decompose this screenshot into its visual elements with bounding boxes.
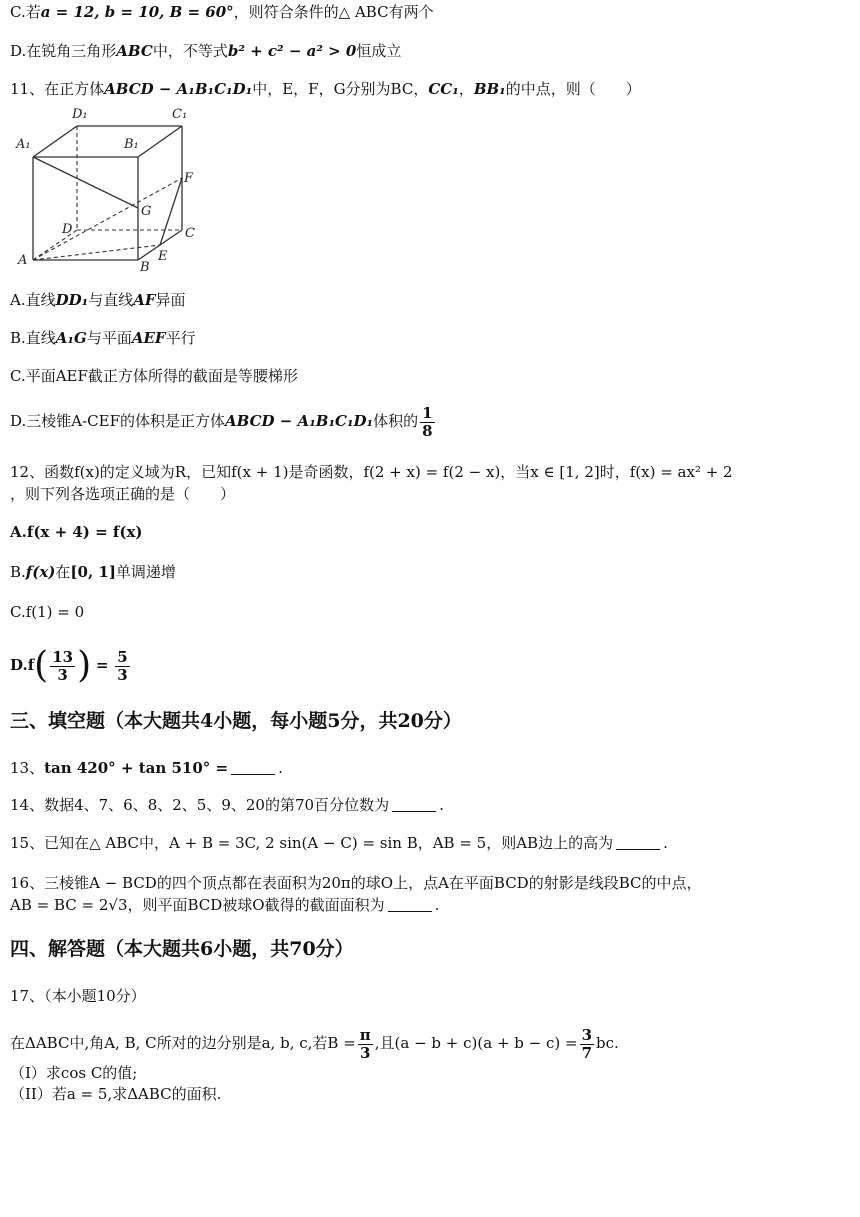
- q12-option-b-fx: f(x): [25, 563, 56, 581]
- q12-option-d-eq: =: [95, 656, 109, 674]
- q12-option-d-den1: 3: [57, 665, 68, 684]
- q11-stem: [10, 79, 641, 99]
- q12-option-b: [10, 562, 176, 582]
- q11-stem-pre: 在正方体: [44, 80, 105, 98]
- label-g: G: [141, 204, 152, 219]
- q11-option-b-line: A₁G: [55, 329, 87, 347]
- q17-stem-post: bc.: [596, 1034, 619, 1052]
- q11-stem-mid: 中，E，F，G分别为BC，: [252, 80, 429, 98]
- q10-option-c-expr: a = 12, b = 10, B = 60°: [40, 3, 234, 21]
- q12-option-c-text: C.f(1) = 0: [10, 603, 85, 621]
- edge-a1-d1: [33, 126, 77, 157]
- q12-option-d-lparen: (: [34, 645, 49, 686]
- q17-header: 17、（本小题10分）: [10, 987, 146, 1005]
- q11-option-b: [10, 328, 196, 348]
- q10-option-d-expr: b² + c² − a² > 0: [227, 42, 357, 60]
- q12-stem-line1: [10, 462, 733, 482]
- section-3-title: 三、填空题（本大题共4小题，每小题5分，共20分）: [10, 710, 462, 732]
- q14-text: 14、数据4、7、6、8、2、5、9、20的第70百分位数为: [10, 796, 390, 814]
- q11-number: 11、: [10, 80, 45, 98]
- q11-option-b-post: 平行: [165, 329, 196, 347]
- q15-post: .: [663, 834, 668, 852]
- label-b1: B₁: [124, 137, 139, 152]
- q10-option-d-post: 恒成立: [356, 42, 402, 60]
- q15: [10, 833, 668, 853]
- q16-answer-blank[interactable]: [388, 911, 432, 912]
- q14-post: .: [439, 796, 444, 814]
- q14: [10, 795, 444, 815]
- q11-option-a-pre: A.直线: [10, 291, 56, 309]
- q11-option-a-post: 异面: [155, 291, 186, 309]
- q11-cc1: CC₁: [428, 80, 459, 98]
- q15-text: 15、已知在△ ABC中，A + B = 3C, 2 sin(A − C) = sin B，AB = 5，则AB边上的高为: [10, 834, 614, 852]
- q17-d7: 7: [581, 1043, 593, 1062]
- q12-stem-line2: ，则下列各选项正确的是（ ）: [10, 485, 236, 503]
- label-c: C: [185, 226, 195, 241]
- q12-option-b-interval: [0, 1]: [70, 563, 116, 581]
- q11-option-d-num: 1: [422, 403, 433, 422]
- q12-option-d-num1: 13: [52, 647, 74, 666]
- q11-option-a-line1: DD₁: [55, 291, 89, 309]
- q11-option-d-post: 体积的: [373, 412, 419, 430]
- label-d: D: [62, 222, 73, 237]
- q12-option-b-post: 单调递增: [115, 563, 176, 581]
- label-a1: A₁: [16, 137, 31, 152]
- line-a1-g: [33, 157, 138, 208]
- q12-option-a-text: A.f(x + 4) = f(x): [10, 523, 143, 541]
- q12-stem-text: 12、函数f(x)的定义域为R，已知f(x + 1)是奇函数，f(2 + x) = f(2 − x)，当x ∈ [1, 2]时，f(x) = ax² + 2: [10, 463, 733, 481]
- q12-option-d-fraction-1: [50, 649, 75, 684]
- q11-option-d-cube: ABCD − A₁B₁C₁D₁: [225, 412, 374, 430]
- q12-option-b-mid: 在: [55, 563, 71, 581]
- q11-option-a-line2: AF: [133, 291, 156, 309]
- q11-option-d-den: 8: [422, 421, 433, 440]
- line-a-f-hidden: [33, 178, 182, 260]
- q17-stem: [10, 1022, 619, 1064]
- q11-sep: ，: [458, 80, 474, 98]
- q17-stem-mid: ,且(a − b + c)(a + b − c) =: [374, 1034, 578, 1052]
- q12-option-d-pre: D.f: [10, 656, 35, 674]
- q11-option-b-plane: AEF: [131, 329, 166, 347]
- q12-option-d-den2: 3: [117, 665, 128, 684]
- q17-stem-pre: 在ΔABC中,角A, B, C所对的边分别是a, b, c,若B =: [10, 1034, 356, 1052]
- q12-option-d-fraction-2: [115, 649, 129, 684]
- q11-stem-post: 的中点，则（ ）: [505, 80, 641, 98]
- edge-b1-c1: [138, 126, 182, 157]
- q11-cube: ABCD − A₁B₁C₁D₁: [104, 80, 253, 98]
- q13-expr: tan 420° + tan 510° =: [44, 759, 229, 777]
- q10-option-c-pre: C.若: [10, 3, 41, 21]
- section-4-title: 四、解答题（本大题共6小题，共70分）: [10, 938, 354, 960]
- q10-option-c-post: ，则符合条件的△ ABC有两个: [233, 3, 434, 21]
- q11-bb1: BB₁: [473, 80, 506, 98]
- q13-answer-blank[interactable]: [231, 774, 275, 775]
- label-d1: D₁: [72, 107, 88, 122]
- q10-option-d-mid: 中，不等式: [152, 42, 228, 60]
- q12-option-d-num2: 5: [117, 647, 128, 666]
- q12-option-d-rparen: ): [77, 645, 92, 686]
- label-e: E: [158, 249, 168, 264]
- q16-line2-text: AB = BC = 2√3，则平面BCD被球O截得的截面面积为: [10, 896, 385, 914]
- q13: [10, 758, 283, 778]
- q17-three: 3: [360, 1043, 371, 1062]
- q11-option-d: [10, 400, 437, 442]
- q10-option-d-tri: ABC: [116, 42, 153, 60]
- q11-option-a-mid: 与直线: [88, 291, 134, 309]
- q16-post: .: [434, 896, 440, 914]
- q11-cube-figure: [10, 100, 210, 275]
- q11-option-c: C.平面AEF截正方体所得的截面是等腰梯形: [10, 367, 298, 385]
- q17-part-2: （II）若a = 5,求ΔABC的面积.: [10, 1085, 222, 1103]
- q13-post: .: [278, 759, 283, 777]
- q10-option-c: [10, 2, 434, 22]
- q17-fraction-3-7: [580, 1027, 594, 1062]
- q13-pre: 13、: [10, 759, 45, 777]
- q11-option-b-mid: 与平面: [86, 329, 132, 347]
- q11-option-d-pre: D.三棱锥A-CEF的体积是正方体: [10, 412, 225, 430]
- q16-line2: [10, 895, 439, 915]
- label-c1: C₁: [172, 107, 188, 122]
- q15-answer-blank[interactable]: [616, 849, 660, 850]
- q12-option-a: [10, 522, 143, 542]
- q12-option-b-pre: B.: [10, 563, 26, 581]
- q17-pi: π: [359, 1025, 371, 1044]
- q17-n3: 3: [581, 1025, 593, 1044]
- label-f: F: [184, 171, 194, 186]
- q11-option-a: [10, 290, 186, 310]
- q10-option-d: [10, 41, 401, 61]
- q12-option-c: [10, 602, 84, 622]
- q14-answer-blank[interactable]: [392, 811, 436, 812]
- q12-option-d: [10, 642, 132, 688]
- q11-option-b-pre: B.直线: [10, 329, 56, 347]
- q17-fraction-pi-3: [358, 1027, 373, 1062]
- q17-part-1: （I）求cos C的值;: [10, 1064, 138, 1082]
- q16-line1: 16、三棱锥A − BCD的四个顶点都在表面积为20π的球O上，点A在平面BCD的射影是线段BC的中点，: [10, 874, 702, 892]
- q10-option-d-pre: D.在锐角三角形: [10, 42, 117, 60]
- label-a: A: [18, 253, 28, 268]
- label-b: B: [140, 260, 150, 275]
- q11-option-d-fraction: [420, 405, 434, 440]
